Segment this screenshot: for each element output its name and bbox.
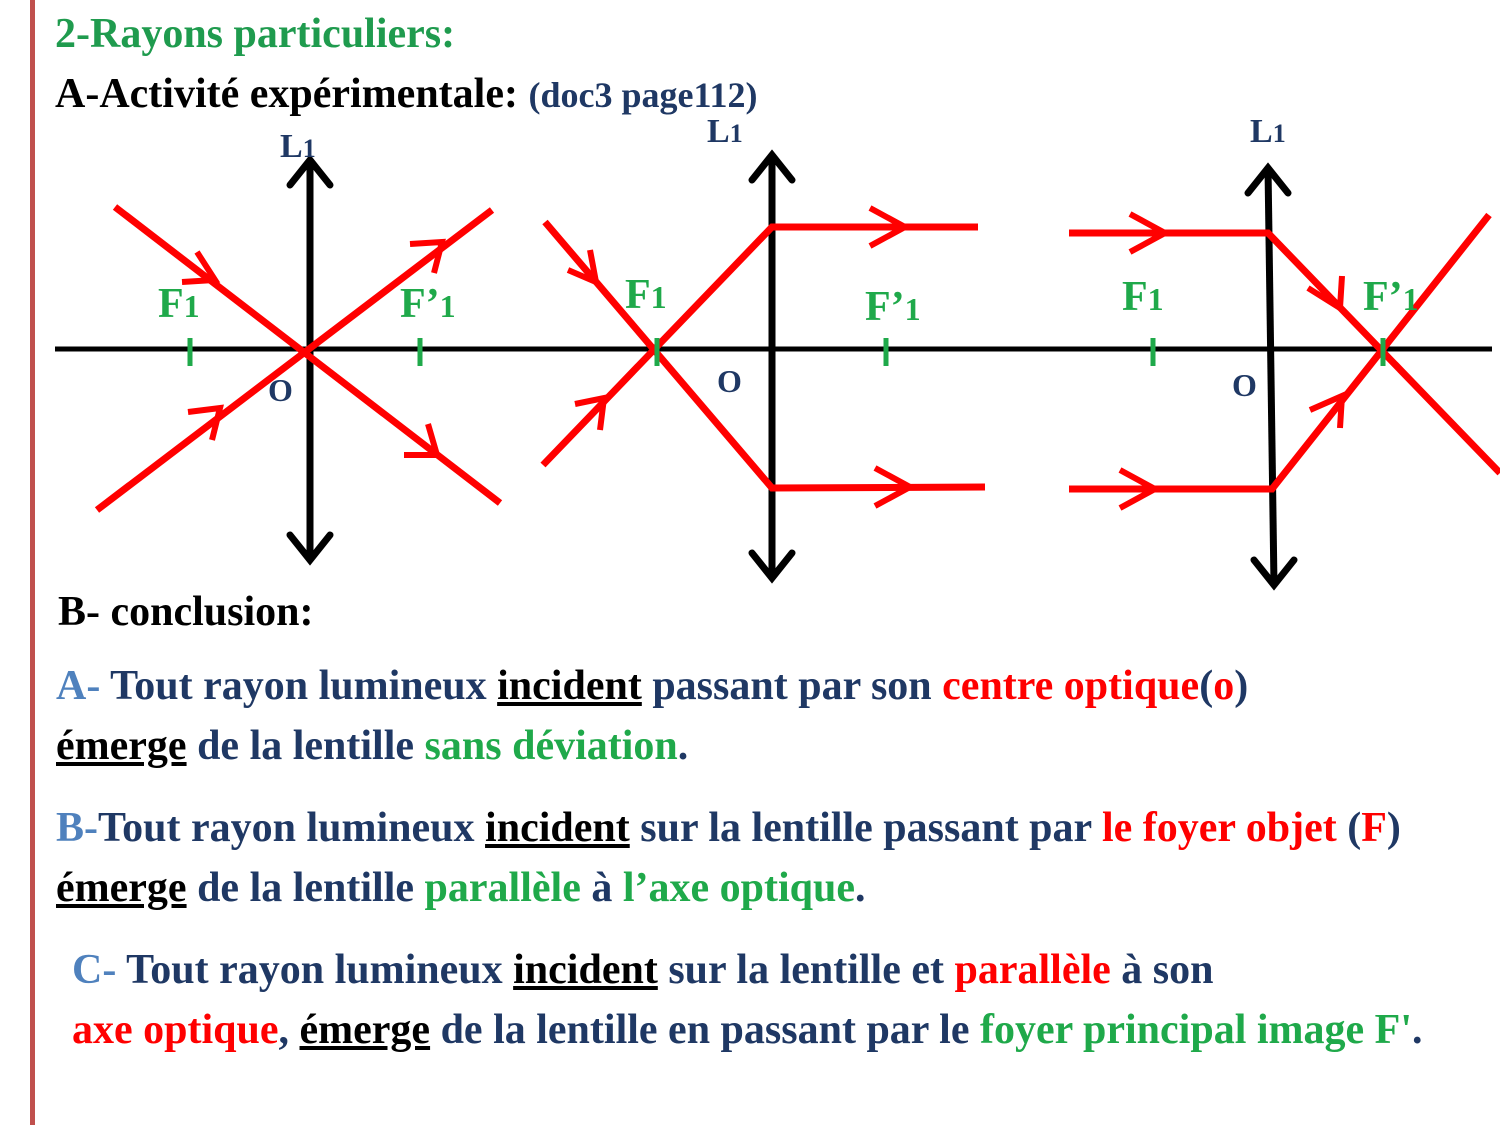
- lens-1-label: L1: [280, 128, 316, 165]
- ray-3b: [1069, 215, 1489, 489]
- rule-a-sans-deviation: sans déviation: [424, 723, 678, 769]
- ray-2b: [543, 227, 978, 465]
- rule-c-text-4: de la lentille en passant par le: [430, 1007, 980, 1053]
- lens-3-label: L1: [1250, 113, 1286, 150]
- rule-c-parallele: parallèle: [954, 947, 1111, 993]
- rule-b-text-1: Tout rayon lumineux: [98, 805, 486, 851]
- focus-label-3-object: F1: [1122, 274, 1164, 320]
- rule-c-text-3: à son: [1110, 947, 1214, 993]
- rule-c-label: C-: [72, 947, 117, 993]
- rule-c-period: .: [1412, 1007, 1423, 1053]
- rule-b-incident: incident: [485, 805, 630, 851]
- rule-a-paragraph: [56, 656, 1496, 776]
- rule-b-f: F: [1361, 805, 1387, 851]
- rule-c-foyer-principal: foyer principal image F': [980, 1007, 1412, 1053]
- rule-b-parallele: parallèle: [424, 865, 581, 911]
- rule-c-text-1: Tout rayon lumineux: [116, 947, 514, 993]
- center-label-3: O: [1232, 367, 1257, 403]
- rule-c-emerge: émerge: [299, 1007, 431, 1053]
- ray-1b: [97, 210, 492, 510]
- rule-a-text-3: de la lentille: [186, 723, 425, 769]
- rule-c-paragraph: [72, 940, 1492, 1060]
- rule-a-label: A-: [56, 663, 101, 709]
- rule-a-paren-open: (: [1199, 663, 1214, 709]
- rule-b-text-2: sur la lentille passant par: [629, 805, 1102, 851]
- conclusion-heading: B- conclusion:: [58, 589, 314, 635]
- rule-b-period: .: [855, 865, 866, 911]
- rule-a-period: .: [677, 723, 689, 769]
- rule-b-foyer-objet: le foyer objet: [1101, 805, 1337, 851]
- rule-b-paren-open: (: [1336, 805, 1362, 851]
- rule-c-axe-optique: axe optique: [72, 1007, 279, 1053]
- ray-3a: [1069, 233, 1500, 473]
- focus-label-2-image: F’1: [865, 284, 921, 330]
- rule-a-o: o: [1213, 663, 1235, 709]
- diagram-1: [97, 128, 500, 560]
- section-title: 2-Rayons particuliers:: [55, 11, 456, 57]
- focus-label-1-image: F’1: [400, 281, 456, 327]
- rule-c-comma: ,: [278, 1007, 300, 1053]
- rule-b-text-4: à: [580, 865, 623, 911]
- rule-c-text-2: sur la lentille et: [657, 947, 955, 993]
- center-label-2: O: [717, 363, 742, 399]
- focus-label-3-image: F’1: [1363, 274, 1419, 320]
- rule-b-paragraph: [56, 798, 1496, 918]
- rule-a-centre-optique: centre optique: [942, 663, 1200, 709]
- rule-a-text-2: passant par son: [641, 663, 943, 709]
- focus-label-2-object: F1: [625, 272, 667, 318]
- rule-c-incident: incident: [513, 947, 658, 993]
- rule-b-emerge: émerge: [56, 865, 187, 911]
- rule-a-paren-close: ): [1234, 663, 1249, 709]
- diagram-2: [543, 113, 985, 578]
- rule-a-text-1: Tout rayon lumineux: [100, 663, 498, 709]
- rule-a-emerge: émerge: [56, 723, 187, 769]
- activity-label: A-Activité expérimentale:: [55, 71, 518, 117]
- rule-b-label: B-: [56, 805, 98, 851]
- center-label-1: O: [268, 372, 293, 408]
- ray-2a: [545, 222, 985, 488]
- rule-b-paren-close: ): [1386, 805, 1401, 851]
- rule-b-axe-optique: l’axe optique: [622, 865, 856, 911]
- rule-b-text-3: de la lentille: [186, 865, 425, 911]
- rule-a-incident: incident: [497, 663, 642, 709]
- lens-2-label: L1: [707, 113, 743, 150]
- document-reference: (doc3 page112): [528, 75, 758, 115]
- focus-label-1-object: F1: [158, 281, 200, 327]
